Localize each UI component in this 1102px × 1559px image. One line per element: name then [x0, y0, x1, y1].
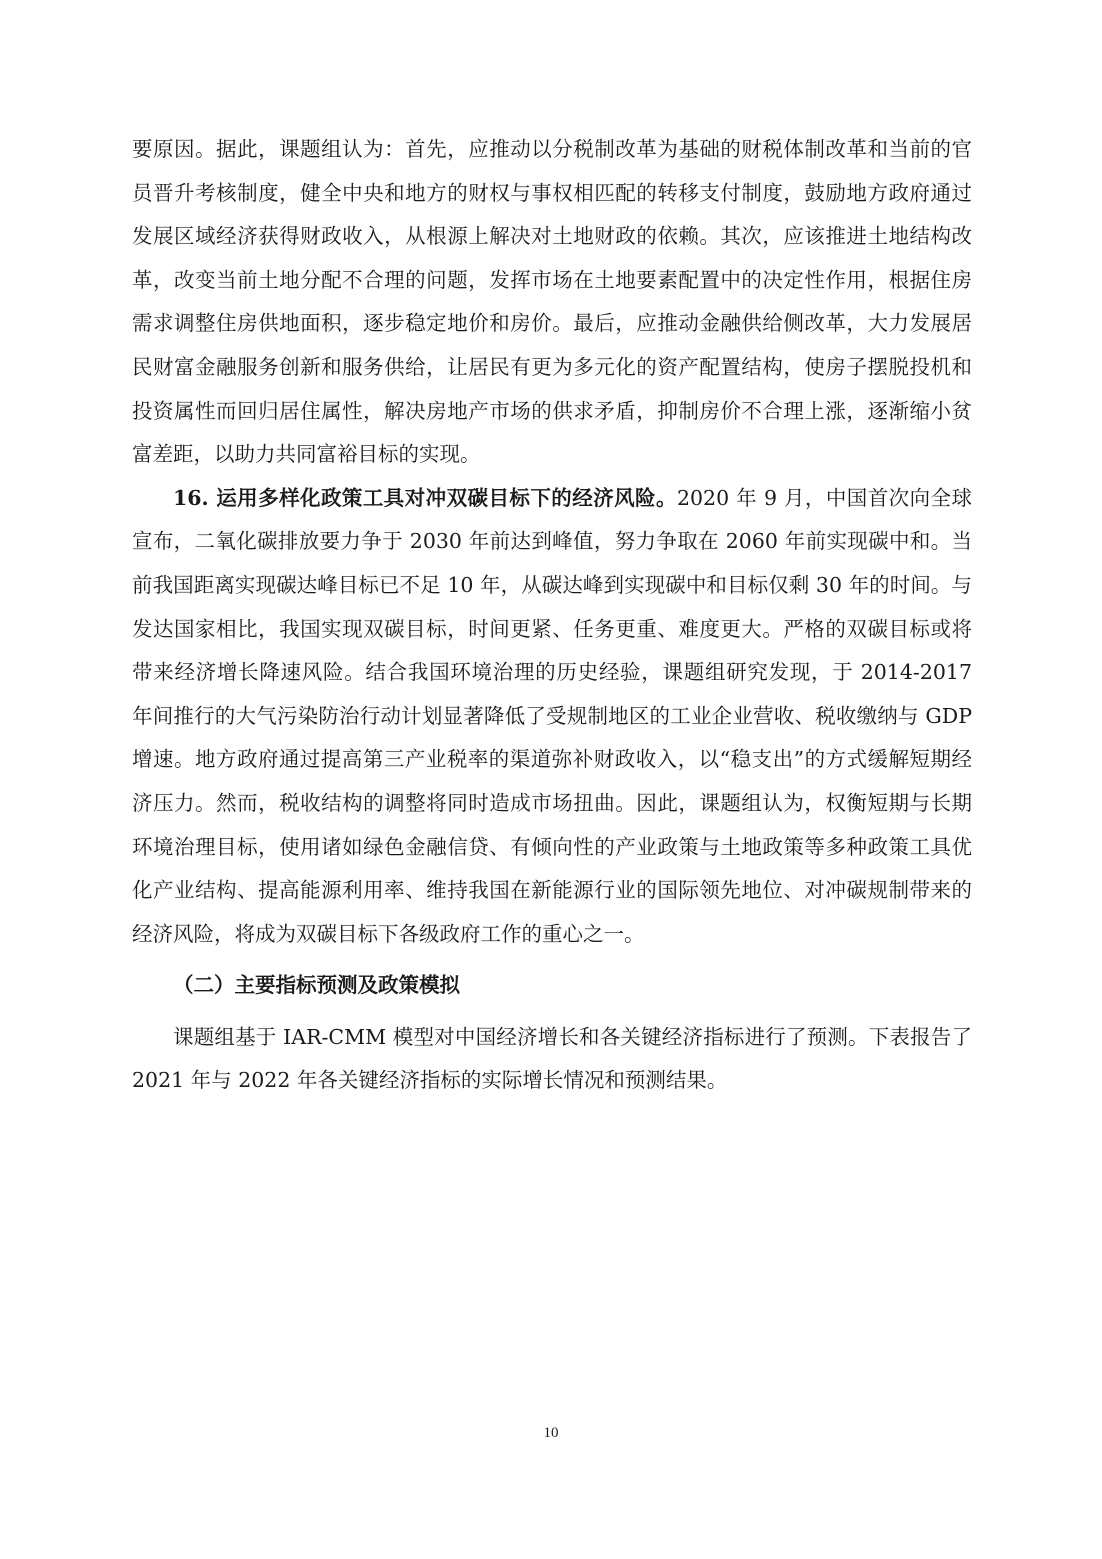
- paragraph-dual-carbon-heading: 16. 运用多样化政策工具对冲双碳目标下的经济风险。: [173, 485, 677, 510]
- page-number: 10: [543, 1425, 559, 1441]
- paragraph-forecast-intro: 课题组基于 IAR-CMM 模型对中国经济增长和各关键经济指标进行了预测。下表报告了 2021 年与 2022 年各关键经济指标的实际增长情况和预测结果。: [132, 1024, 972, 1093]
- paragraph-continued: 要原因。据此，课题组认为：首先，应推动以分税制改革为基础的财税体制改革和当前的官员晋升考核制度，健全中央和地方的财权与事权相匹配的转移支付制度，鼓励地方政府通过发展区域经济获得财政收入，从根源上解决对土地财政的依赖。其次，应该推进土地结构改革，改变当前土地分配不合理的问题，发挥市场在土地要素配置中的决定性作用，根据住房需求调整住房供地面积，逐步稳定地价和房价。最后，应推动金融供给侧改革，大力发展居民财富金融服务创新和服务供给，让居民有更为多元化的资产配置结构，使房子摆脱投机和投资属性而回归居住属性，解决房地产市场的供求矛盾，抑制房价不合理上涨，逐渐缩小贫富差距，以助力共同富裕目标的实现。: [132, 137, 972, 467]
- document-body: [132, 128, 972, 1103]
- section-heading: （二）主要指标预测及政策模拟: [173, 973, 460, 998]
- paragraph-dual-carbon-body: 2020 年 9 月，中国首次向全球宣布，二氧化碳排放要力争于 2030 年前达到峰值，努力争取在 2060 年前实现碳中和。当前我国距离实现碳达峰目标已不足 10 年，从碳达峰到实现碳中和目标仅剩 30 年的时间。与发达国家相比，我国实现双碳目标，时间更紧、任务更重、难度更大。严格的双碳目标或将带来经济增长降速风险。结合我国环境治理的历史经验，课题组研究发现，于 2014-2017 年间推行的大气污染防治行动计划显著降低了受规制地区的工业企业营收、税收缴纳与 GDP 增速。地方政府通过提高第三产业税率的渠道弥补财政收入，以“稳支出”的方式缓解短期经济压力。然而，税收结构的调整将同时造成市场扭曲。因此，课题组认为，权衡短期与长期环境治理目标，使用诸如绿色金融信贷、有倾向性的产业政策与土地政策等多种政策工具优化产业结构、提高能源利用率、维持我国在新能源行业的国际领先地位、对冲碳规制带来的经济风险，将成为双碳目标下各级政府工作的重心之一。: [132, 485, 972, 946]
- paragraph-dual-carbon: [132, 477, 972, 957]
